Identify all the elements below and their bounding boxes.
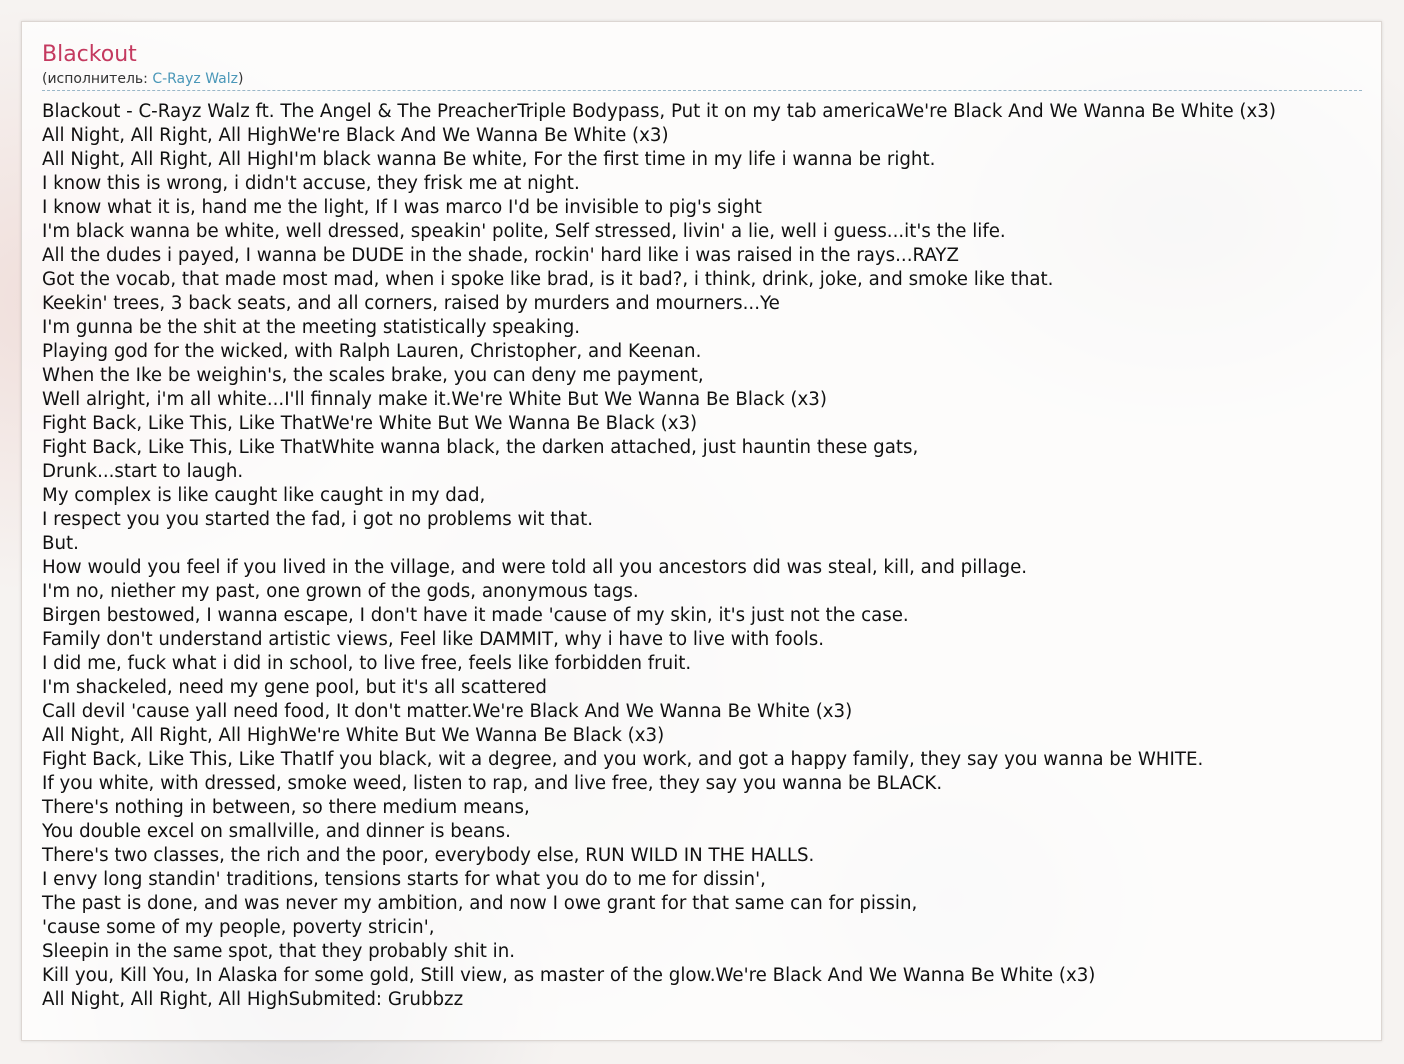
lyric-line: I know this is wrong, i didn't accuse, they frisk me at night. xyxy=(42,173,580,194)
lyric-line: I know what it is, hand me the light, If I was marco I'd be invisible to pig's sight xyxy=(42,197,762,218)
lyric-line: There's nothing in between, so there medium means, xyxy=(42,797,530,818)
lyric-line: You double excel on smallville, and dinner is beans. xyxy=(42,821,511,842)
lyric-line: Got the vocab, that made most mad, when i spoke like brad, is it bad?, i think, drink, joke, and smoke like that. xyxy=(42,269,1054,290)
lyric-line: My complex is like caught like caught in my dad, xyxy=(42,485,486,506)
lyric-line: I respect you you started the fad, i got no problems wit that. xyxy=(42,509,594,530)
lyric-line: All Night, All Right, All HighWe're Black And We Wanna Be White (x3) xyxy=(42,125,669,146)
lyric-line: But. xyxy=(42,533,79,554)
lyric-line: I'm shackeled, need my gene pool, but it's all scattered xyxy=(42,677,547,698)
lyric-line: Fight Back, Like This, Like ThatWe're White But We Wanna Be Black (x3) xyxy=(42,413,698,434)
lyric-line: All the dudes i payed, I wanna be DUDE in the shade, rockin' hard like i was raised in the rays...RAYZ xyxy=(42,245,959,266)
lyric-line: Keekin' trees, 3 back seats, and all corners, raised by murders and mourners...Ye xyxy=(42,293,780,314)
lyric-line: Blackout - C-Rayz Walz ft. The Angel & The PreacherTriple Bodypass, Put it on my tab americaWe're Black And We Wanna Be White (x3) xyxy=(42,101,1276,122)
lyric-line: I envy long standin' traditions, tensions starts for what you do to me for dissin', xyxy=(42,869,766,890)
lyric-line: There's two classes, the rich and the poor, everybody else, RUN WILD IN THE HALLS. xyxy=(42,845,815,866)
lyrics-text xyxy=(42,100,1382,1012)
lyric-line: If you white, with dressed, smoke weed, listen to rap, and live free, they say you wanna be BLACK. xyxy=(42,773,943,794)
lyric-line: I'm black wanna be white, well dressed, speakin' polite, Self stressed, livin' a lie, well i guess...it's the life. xyxy=(42,221,1006,242)
lyric-line: Well alright, i'm all white...I'll finnaly make it.We're White But We Wanna Be Black (x3) xyxy=(42,389,827,410)
lyric-line: I'm gunna be the shit at the meeting statistically speaking. xyxy=(42,317,581,338)
lyric-line: All Night, All Right, All HighWe're White But We Wanna Be Black (x3) xyxy=(42,725,665,746)
lyric-line: The past is done, and was never my ambition, and now I owe grant for that same can for pissin, xyxy=(42,893,918,914)
lyric-line: Kill you, Kill You, In Alaska for some gold, Still view, as master of the glow.We're Black And We Wanna Be White (x3) xyxy=(42,965,1096,986)
lyric-line: Drunk...start to laugh. xyxy=(42,461,244,482)
song-title: Blackout xyxy=(42,42,137,67)
lyrics-card xyxy=(21,21,1382,1041)
lyric-line: When the Ike be weighin's, the scales brake, you can deny me payment, xyxy=(42,365,704,386)
lyric-line: Call devil 'cause yall need food, It don't matter.We're Black And We Wanna Be White (x3) xyxy=(42,701,853,722)
lyric-line: 'cause some of my people, poverty stricin', xyxy=(42,917,435,938)
lyric-line: All Night, All Right, All HighSubmited: Grubbzz xyxy=(42,989,464,1010)
lyric-line: Sleepin in the same spot, that they probably shit in. xyxy=(42,941,516,962)
lyric-line: I'm no, niether my past, one grown of the gods, anonymous tags. xyxy=(42,581,639,602)
lyric-line: Fight Back, Like This, Like ThatIf you black, wit a degree, and you work, and got a happy family, they say you wanna be WHITE. xyxy=(42,749,1204,770)
lyric-line: Playing god for the wicked, with Ralph Lauren, Christopher, and Keenan. xyxy=(42,341,702,362)
lyric-line: All Night, All Right, All HighI'm black wanna Be white, For the first time in my life i wanna be right. xyxy=(42,149,936,170)
artist-prefix: (исполнитель: xyxy=(42,71,153,87)
lyric-line: I did me, fuck what i did in school, to live free, feels like forbidden fruit. xyxy=(42,653,692,674)
lyric-line: Family don't understand artistic views, Feel like DAMMIT, why i have to live with fools. xyxy=(42,629,825,650)
lyric-line: Fight Back, Like This, Like ThatWhite wanna black, the darken attached, just hauntin these gats, xyxy=(42,437,919,458)
artist-suffix: ) xyxy=(238,71,244,87)
artist-line xyxy=(42,70,1362,91)
artist-link[interactable]: C-Rayz Walz xyxy=(152,71,238,87)
lyric-line: Birgen bestowed, I wanna escape, I don't have it made 'cause of my skin, it's just not the case. xyxy=(42,605,909,626)
lyric-line: How would you feel if you lived in the village, and were told all you ancestors did was steal, kill, and pillage. xyxy=(42,557,1028,578)
